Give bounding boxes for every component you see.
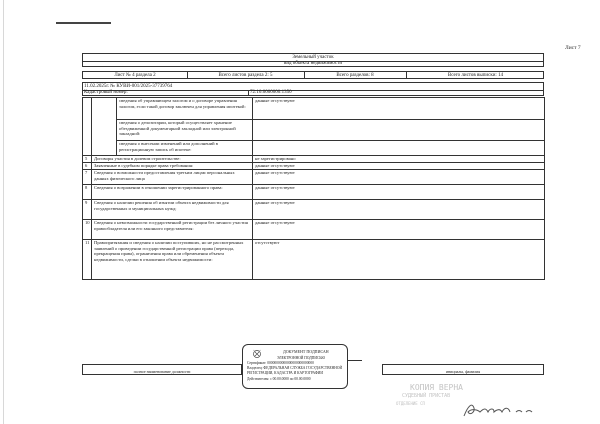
object-kind-caption: вид объекта недвижимости bbox=[283, 61, 343, 66]
name-field bbox=[382, 364, 544, 375]
stamp-connector bbox=[348, 360, 362, 361]
stamp-line-4: Действителен: с 00.00.0000 по 00.00.0000 bbox=[247, 377, 311, 381]
row-number: 11 bbox=[83, 240, 92, 280]
row-number: 6 bbox=[83, 163, 92, 170]
encumbrance-table bbox=[82, 97, 545, 280]
row-number: 8 bbox=[83, 185, 92, 200]
object-type: Земельный участок bbox=[292, 54, 334, 60]
row-label: Сведения о наличии решения об изъятии объекта недвижимости для государственных и муниципальных нужд: bbox=[92, 200, 253, 220]
handwritten-signature bbox=[460, 398, 540, 420]
row-number: 9 bbox=[83, 200, 92, 220]
table-row bbox=[83, 120, 545, 141]
row-label: сведения о внесении изменений или дополнений в регистрационную запись об ипотеке: bbox=[117, 141, 253, 156]
stamp-subtitle: ЭЛЕКТРОННОЙ ПОДПИСЬЮ bbox=[277, 356, 326, 360]
table-row bbox=[83, 98, 545, 120]
row-value: данные отсутствуют bbox=[253, 163, 545, 170]
sheets-info-row bbox=[82, 71, 544, 79]
seal-line-2: СУДЕБНЫЙ ПРИСТАВ bbox=[402, 393, 451, 399]
seal-line-3: ОТДЕЛЕНИЕ СП bbox=[396, 401, 425, 406]
punch-mark bbox=[56, 22, 111, 24]
row-number: 5 bbox=[83, 156, 92, 163]
indent-cell bbox=[92, 98, 117, 156]
sheet-section: Лист № 4 раздела 2 bbox=[114, 72, 156, 78]
row-number: 10 bbox=[83, 220, 92, 240]
table-row bbox=[83, 185, 545, 200]
e-signature-stamp bbox=[242, 344, 348, 389]
table-row bbox=[83, 200, 545, 220]
row-label: Заявленные в судебном порядке права требования: bbox=[92, 163, 253, 170]
registration-info bbox=[82, 82, 544, 96]
row-label: Сведения о возможности предоставления третьим лицам персональных данных физического лица bbox=[92, 170, 253, 185]
stamp-title: ДОКУМЕНТ ПОДПИСАН bbox=[283, 349, 329, 354]
row-value: данные отсутствуют bbox=[253, 98, 545, 120]
row-value: отсутствуют bbox=[253, 240, 545, 280]
row-value bbox=[253, 141, 545, 156]
row-value: данные отсутствуют bbox=[253, 170, 545, 185]
table-row bbox=[83, 240, 545, 280]
name-caption: инициалы, фамилия bbox=[445, 369, 481, 374]
cadastral-label: Кадастровый номер: bbox=[84, 90, 128, 95]
table-row bbox=[83, 156, 545, 163]
row-label: сведения о депозитарии, который осуществляет хранение обездвиженной документарной закладной или электронной закладной: bbox=[117, 120, 253, 141]
sheet-number: Лист 7 bbox=[565, 45, 581, 51]
row-number bbox=[83, 98, 92, 156]
table-row bbox=[83, 220, 545, 240]
page-edge bbox=[3, 0, 4, 424]
row-value: данные отсутствуют bbox=[253, 200, 545, 220]
stamp-line-3: РЕГИСТРАЦИИ, КАДАСТРА И КАРТОГРАФИИ bbox=[247, 371, 323, 375]
sections-total: Всего разделов: 8 bbox=[336, 72, 374, 78]
cadastral-number: 72:16:0000000:1350 bbox=[250, 90, 292, 95]
emblem-icon bbox=[251, 348, 263, 360]
table-row bbox=[83, 141, 545, 156]
date-number: 11.02.2025г. № КУВИ-001/2025-37739764 bbox=[84, 83, 173, 89]
row-value: данные отсутствуют bbox=[253, 220, 545, 240]
row-value bbox=[253, 120, 545, 141]
row-label: Договоры участия в долевом строительстве: bbox=[92, 156, 253, 163]
position-field bbox=[82, 364, 242, 375]
stamp-line-1: Сертификат: 00000000000000000000000000 bbox=[247, 361, 314, 365]
row-number: 7 bbox=[83, 170, 92, 185]
row-label: Правопритязания и сведения о наличии поступивших, но не рассмотренных заявлений о проведении государственной регистрации права (перехода, прекращения права), ограничения права или обременения объекта недвижимости, сделки в отношении объекта недвижимости: bbox=[92, 240, 253, 280]
table-row bbox=[83, 170, 545, 185]
stamp-line-2: Владелец: ФЕДЕРАЛЬНАЯ СЛУЖБА ГОСУДАРСТВЕННОЙ bbox=[247, 366, 343, 370]
object-type-box bbox=[82, 53, 544, 67]
row-value: данные отсутствуют bbox=[253, 185, 545, 200]
row-label: сведения об управляющем залогом и о договоре управления залогом, если такой договор заключен для управления ипотекой: bbox=[117, 98, 253, 120]
row-label: Сведения о невозможности государственной регистрации без личного участия правообладателя или его законного представителя: bbox=[92, 220, 253, 240]
section-sheets-total: Всего листов раздела 2: 5 bbox=[218, 72, 273, 78]
row-value: не зарегистрировано bbox=[253, 156, 545, 163]
extract-sheets-total: Всего листов выписки: 14 bbox=[447, 72, 504, 78]
table-row bbox=[83, 163, 545, 170]
row-label: Сведения о возражении в отношении зарегистрированного права: bbox=[92, 185, 253, 200]
seal-line-1: КОПИЯ ВЕРНА bbox=[410, 383, 463, 392]
position-caption: полное наименование должности bbox=[133, 369, 191, 374]
